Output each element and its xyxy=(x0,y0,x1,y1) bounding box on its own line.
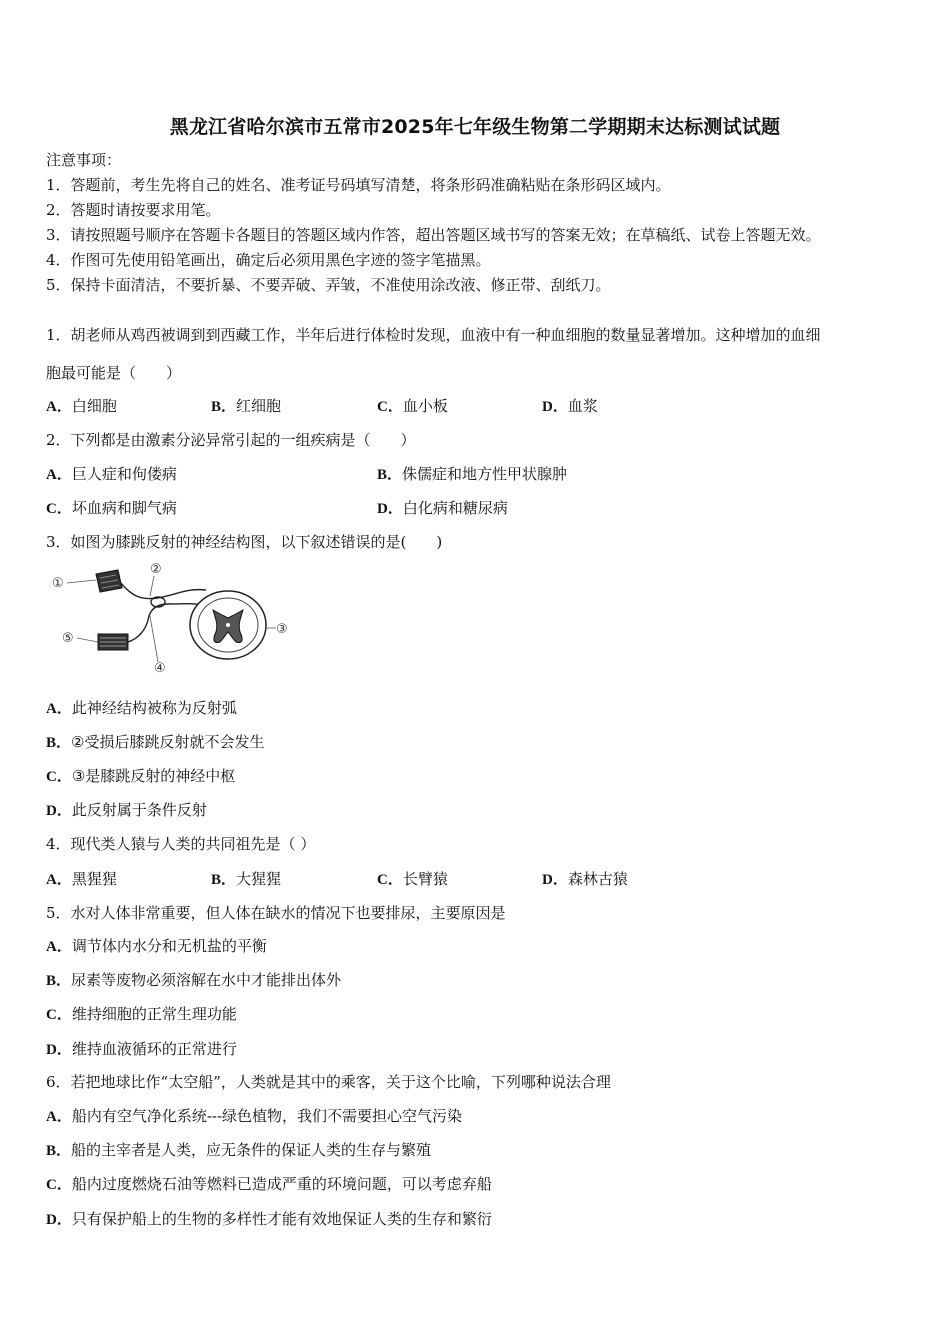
notice-item: 1．答题前，考生先将自己的姓名、准考证号码填写清楚，将条形码准确粘贴在条形码区域内。 xyxy=(46,176,671,194)
question-3-option-b[interactable]: B．②受损后膝跳反射就不会发生 xyxy=(46,733,265,751)
question-2-options-row2 xyxy=(46,498,906,518)
figure-label-5: ⑤ xyxy=(62,631,74,646)
question-1-options xyxy=(46,396,906,416)
option-c[interactable]: C．血小板 xyxy=(377,397,448,415)
question-1-stem-cont: 胞最可能是（ ） xyxy=(46,364,182,382)
notice-heading: 注意事项： xyxy=(46,151,122,169)
option-b[interactable]: B．大猩猩 xyxy=(211,870,282,888)
question-3-option-c[interactable]: C．③是膝跳反射的神经中枢 xyxy=(46,767,236,785)
notice-item: 5．保持卡面清洁，不要折暴、不要弄破、弄皱，不准使用涂改液、修正带、刮纸刀。 xyxy=(46,276,611,294)
question-5-option-a[interactable]: A．调节体内水分和无机盐的平衡 xyxy=(46,937,267,955)
option-b[interactable]: B．侏儒症和地方性甲状腺肿 xyxy=(377,465,568,483)
question-5-option-c[interactable]: C．维持细胞的正常生理功能 xyxy=(46,1005,237,1023)
option-c[interactable]: C．长臂猿 xyxy=(377,870,448,888)
question-2-stem: 2．下列都是由激素分泌异常引起的一组疾病是（ ） xyxy=(46,431,416,449)
question-5-option-d[interactable]: D．维持血液循环的正常进行 xyxy=(46,1040,237,1058)
question-6-option-b[interactable]: B．船的主宰者是人类，应无条件的保证人类的生存与繁殖 xyxy=(46,1141,432,1159)
option-a[interactable]: A．黑猩猩 xyxy=(46,870,117,888)
figure-label-3: ③ xyxy=(276,622,288,637)
option-d[interactable]: D．白化病和糖尿病 xyxy=(377,499,508,517)
page-title: 黑龙江省哈尔滨市五常市2025年七年级生物第二学期期末达标测试试题 xyxy=(169,116,781,138)
option-c[interactable]: C．坏血病和脚气病 xyxy=(46,499,177,517)
question-3-option-d[interactable]: D．此反射属于条件反射 xyxy=(46,801,207,819)
option-a[interactable]: A．白细胞 xyxy=(46,397,117,415)
receptor-block xyxy=(96,570,122,592)
notice-item: 4．作图可先使用铅笔画出，确定后必须用黑色字迹的签字笔描黑。 xyxy=(46,251,491,269)
option-d[interactable]: D．森林古猿 xyxy=(542,870,628,888)
spinal-cord xyxy=(190,591,266,659)
option-d[interactable]: D．血浆 xyxy=(542,397,598,415)
question-3-option-a[interactable]: A．此神经结构被称为反射弧 xyxy=(46,699,237,717)
question-6-option-c[interactable]: C．船内过度燃烧石油等燃料已造成严重的环境问题，可以考虑弃船 xyxy=(46,1175,492,1193)
question-4-options xyxy=(46,869,906,889)
question-5-stem: 5．水对人体非常重要，但人体在缺水的情况下也要排尿，主要原因是 xyxy=(46,904,506,922)
option-b[interactable]: B．红细胞 xyxy=(211,397,282,415)
effector-block xyxy=(98,634,128,650)
question-4-stem: 4．现代类人猿与人类的共同祖先是（ ） xyxy=(46,835,316,853)
knee-jerk-reflex-diagram xyxy=(48,558,293,678)
question-2-options xyxy=(46,464,906,484)
question-6-option-a[interactable]: A．船内有空气净化系统---绿色植物，我们不需要担心空气污染 xyxy=(46,1107,463,1125)
question-3-stem: 3．如图为膝跳反射的神经结构图，以下叙述错误的是( ) xyxy=(46,533,443,551)
option-a[interactable]: A．巨人症和佝偻病 xyxy=(46,465,177,483)
notice-item: 3．请按照题号顺序在答题卡各题目的答题区域内作答，超出答题区域书写的答案无效；在草稿纸、试卷上答题无效。 xyxy=(46,226,821,244)
figure-label-2: ② xyxy=(150,562,162,577)
question-5-option-b[interactable]: B．尿素等废物必须溶解在水中才能排出体外 xyxy=(46,971,342,989)
question-6-option-d[interactable]: D．只有保护船上的生物的多样性才能有效地保证人类的生存和繁衍 xyxy=(46,1210,492,1228)
question-1-stem: 1．胡老师从鸡西被调到到西藏工作，半年后进行体检时发现，血液中有一种血细胞的数量显著增加。这种增加的血细 xyxy=(46,326,821,344)
figure-label-4: ④ xyxy=(154,661,166,676)
figure-label-1: ① xyxy=(52,576,64,591)
question-6-stem: 6．若把地球比作“太空船”，人类就是其中的乘客，关于这个比喻，下列哪种说法合理 xyxy=(46,1073,611,1091)
notice-item: 2．答题时请按要求用笔。 xyxy=(46,201,221,219)
